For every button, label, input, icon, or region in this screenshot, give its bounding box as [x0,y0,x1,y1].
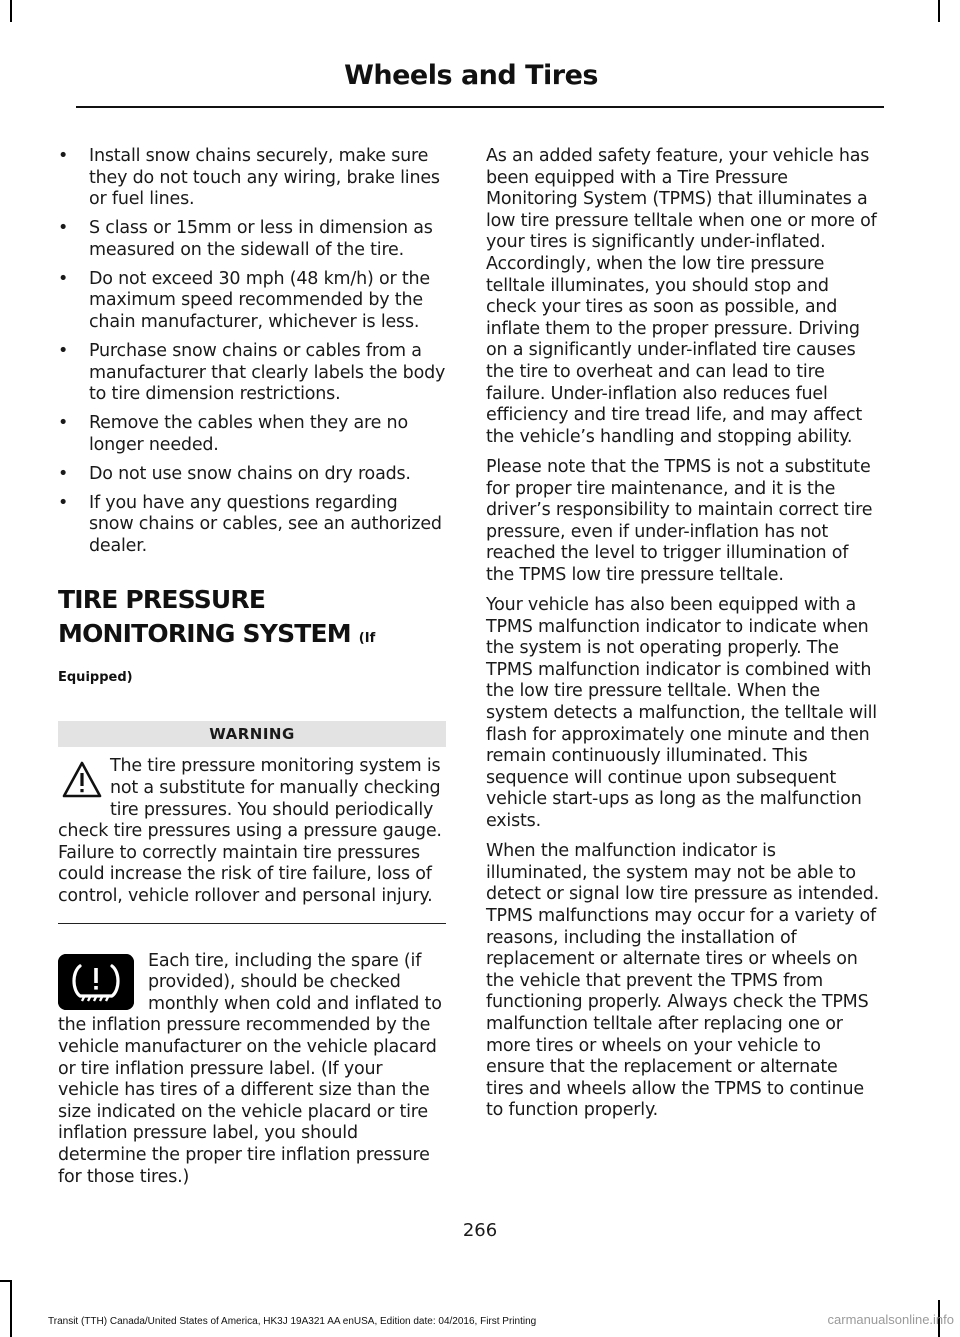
list-item: • S class or 15mm or less in dimension as measured on the sidewall of the tire. [58,218,446,261]
body-paragraph: When the malfunction indicator is illuminated, the system may not be able to detect or signal low tire pressure as intended. TPMS malfunctions may occur for a variety of reasons, including the installation of replacement or alternate tires or wheels on the vehicle that prevent the TPMS from functioning properly. Always check the TPMS malfunction telltale after replacing one or more tires or wheels on your vehicle to ensure that the replacement or alternate tires and wheels allow the TPMS to continue to function properly. [486,841,880,1121]
page-number: 266 [462,1220,498,1241]
warning-triangle-icon [62,760,102,800]
crop-mark [10,1280,12,1337]
list-item: • If you have any questions regarding snow chains or cables, see an authorized dealer. [58,493,446,558]
body-paragraph: As an added safety feature, your vehicle has been equipped with a Tire Pressure Monitoring System (TPMS) that illuminates a low tire pressure telltale when one or more of your tires is significantly under-inflated. Accordingly, when the low tire pressure telltale illuminates, you should stop and check your tires as soon as possible, and inflate them to the proper pressure. Driving on a significantly under-inflated tire causes the tire to overheat and can lead to tire failure. Under-inflation also reduces fuel efficiency and tire tread life, and may affect the vehicle’s handling and stopping ability. [486,146,877,447]
crop-mark [0,1280,12,1282]
watermark: carmanualsonline.info [827,1312,954,1327]
warning-box [58,756,446,907]
crop-mark [938,0,940,22]
page-header-title: Wheels and Tires [344,60,598,91]
body-paragraph: Your vehicle has also been equipped with a TPMS malfunction indicator to indicate when the system is not operating properly. The TPMS malfunction indicator is combined with the low tire pressure telltale. When the system detects a malfunction, the telltale will flash for approximately one minute and then remain continuously illuminated. This sequence will continue upon subsequent vehicle start-ups as long as the malfunction exists. [486,595,877,831]
warning-divider [58,923,446,924]
body-paragraph: Please note that the TPMS is not a substitute for proper tire maintenance, and it is the driver’s responsibility to maintain correct tire pressure, even if under-inflation has not reached the level to trigger illumination of the TPMS low tire pressure telltale. [486,456,873,585]
right-column [486,146,880,1131]
list-item: • Remove the cables when they are no longer needed. [58,413,446,456]
snow-chain-bullet-list [58,146,446,557]
tpms-paragraph: Each tire, including the spare (if provided), should be checked monthly when cold and inflated to the inflation pressure recommended by the vehicle manufacturer on the vehicle placard or tire inflation pressure label. (If your vehicle has tires of a different size than the size indicated on the vehicle placard or tire inflation pressure label, you should determine the proper tire inflation pressure for those tires.) [58,950,442,1187]
list-item: • Purchase snow chains or cables from a manufacturer that clearly labels the body to tire dimension restrictions. [58,341,446,406]
header-divider [76,106,884,108]
warning-label: WARNING [58,721,446,747]
warning-text: The tire pressure monitoring system is not a substitute for manually checking tire pressures. You should periodically check tire pressures using a pressure gauge. Failure to correctly maintain tire pressures could increase the risk of tire failure, loss of control, vehicle rollover and personal injury. [58,756,442,906]
section-heading [58,583,446,695]
section-qualifier: (If Equipped) [58,631,376,686]
footer-edition-info: Transit (TTH) Canada/United States of America, HK3J 19A321 AA enUSA, Edition date: 04/2016, First Printing [48,1316,537,1327]
tpms-paragraph-block [58,951,446,1189]
crop-mark [10,0,12,22]
list-item: • Do not use snow chains on dry roads. [58,464,446,486]
section-heading-text: TIRE PRESSURE MONITORING SYSTEM [58,585,351,649]
left-column [58,146,446,1188]
list-item: • Install snow chains securely, make sure they do not touch any wiring, brake lines or fuel lines. [58,146,446,211]
list-item: • Do not exceed 30 mph (48 km/h) or the maximum speed recommended by the chain manufacturer, whichever is less. [58,269,446,334]
low-tire-pressure-icon [58,954,134,1010]
